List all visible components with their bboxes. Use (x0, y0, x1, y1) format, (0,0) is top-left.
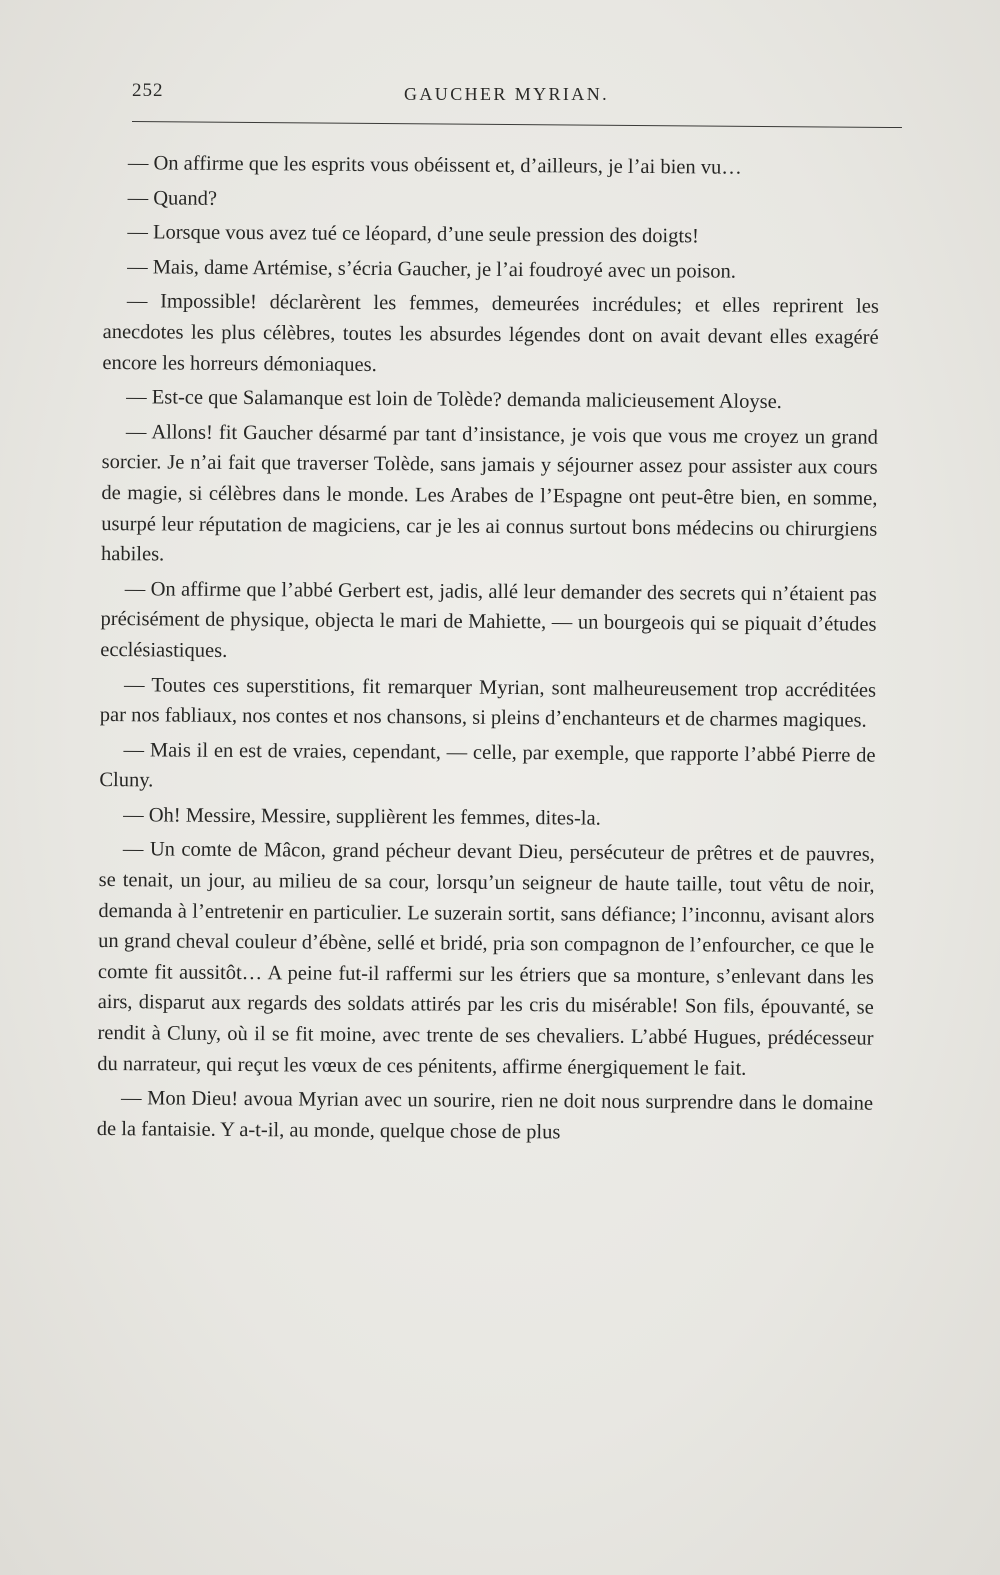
page-header (132, 72, 902, 112)
paragraph: — Impossible! déclarèrent les femmes, demeurées incrédules; et elles reprirent les anecdotes les plus célèbres, toutes les absurdes légendes dont on avait devant elles exagéré encore les horreurs démoniaques. (102, 290, 879, 376)
paragraph: — Quand? (127, 186, 218, 210)
paragraph: — Mais il en est de vraies, cependant, — celle, par exemple, que rapporte l’abbé Pierre de Cluny. (99, 738, 876, 792)
body-text (97, 148, 880, 1154)
paragraph: — Lorsque vous avez tué ce léopard, d’une seule pression des doigts! (127, 221, 700, 248)
paragraph: — Un comte de Mâcon, grand pécheur devant Dieu, persécuteur de prêtres et de pauvres, se tenait, un jour, au milieu de sa cour, lorsqu’un seigneur de haute taille, tout vêtu de noir, demanda à l’entretenir en particulier. Le suzerain sortit, sans défiance; l’inconnu, avisant alors un grand cheval couleur d’ébène, sellé et bridé, pria son compagnon de l’enfourcher, ce que le comte fit aussitôt… A peine fut-il raffermi sur les étriers que sa monture, s’enlevant dans les airs, disparut aux regards des soldats attirés par les cris du misérable! Son fils, épouvanté, se rendit à Cluny, où il se fit moine, avec trente de ses chevaliers. L’abbé Hugues, prédécesseur du narrateur, qui reçut les vœux de ces pénitents, affirme énergiquement le fait. (97, 838, 875, 1080)
running-title: GAUCHER MYRIAN. (404, 84, 610, 104)
header-rule (132, 121, 902, 128)
paragraph: — Mon Dieu! avoua Myrian avec un sourire, rien ne doit nous surprendre dans le domaine de la fantaisie. Y a-t-il, au monde, quelque chose de plus (96, 1087, 874, 1144)
page-number: 252 (132, 80, 164, 101)
paragraph: — Allons! fit Gaucher désarmé par tant d’insistance, je vois que vous me croyez un grand sorcier. Je n’ai fait que traverser Tolède, sans jamais y séjourner assez pour assister aux cours de magie, si célèbres dans le monde. Les Arabes de l’Espagne ont peut-être bien, en somme, usurpé leur réputation de magiciens, car je les ai connus surtout bons médecins ou chirurgiens habiles. (100, 420, 878, 566)
paragraph: — On affirme que l’abbé Gerbert est, jadis, allé leur demander des secrets qui n’étaient pas précisément de physique, objecta le mari de Mahiette, — un bourgeois qui se piquait d’études ecclésiastiques. (100, 577, 877, 662)
paragraph: — Toutes ces superstitions, fit remarquer Myrian, sont malheureusement trop accréditées par nos fabliaux, nos contes et nos chansons, si pleins d’enchanteurs et de charmes magiques. (99, 673, 877, 732)
paragraph: — Mais, dame Artémise, s’écria Gaucher, je l’ai foudroyé avec un poison. (127, 255, 737, 283)
paragraph: — Oh! Messire, Messire, supplièrent les femmes, dites-la. (123, 804, 601, 830)
paragraph: — Est-ce que Salamanque est loin de Tolède? demanda malicieusement Aloyse. (126, 386, 782, 414)
paragraph: — On affirme que les esprits vous obéissent et, d’ailleurs, je l’ai bien vu… (127, 152, 742, 179)
